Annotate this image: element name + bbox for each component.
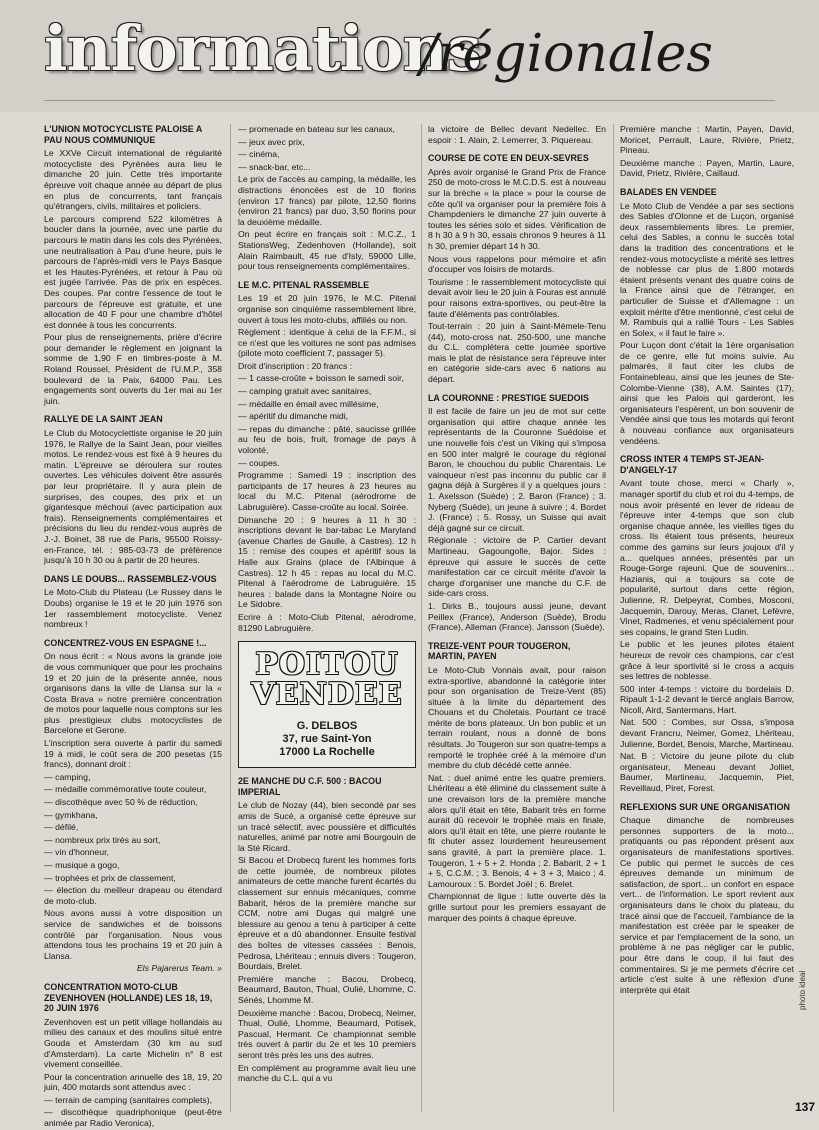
article-paragraph: Il est facile de faire un jeu de mot sur cette organisation qui attire chaque année les représentants de la Couronne Suédoise et une nouvelle fois c'est un Viking qui s'imposa en 500 inter malgré le courage du régional Baron, le chouchou du public Charentais. Le vainqueur n'est pas inconnu du public car il gagna déjà à Surgères il y a quelques jours : 1. Axelsson (Suède) ; 2. Baron (France) ; 3. Nyberg (Suède), un jeune à suivre ; 4. Bordet J. (France) ; 5. Rossy, un Suisse qui avait déjà gagné sur ce circuit. xyxy=(428,406,606,533)
article-heading: 2E MANCHE DU C.F. 500 : BACOU IMPERIAL xyxy=(238,776,382,797)
column-separator xyxy=(421,124,422,1112)
article-paragraph: — vin d'honneur, xyxy=(44,847,109,858)
page-header xyxy=(0,0,819,112)
article-signature: Els Pajarerus Team. » xyxy=(136,963,222,974)
article-paragraph: Le XXVe Circuit international de régularité motocycliste des Pyrénées aura lieu le dimanche 20 juin. Cette très importante épreuve voit chaque année au départ de plus en plus de concurrents, tant français qu'étrangers, civils, militaires et policiers. xyxy=(44,148,222,212)
article-paragraph: Le Moto Club de Vendée a par ses sections des Sables d'Olonne et de Luçon, organisé deux rassemblements libres. Le premier, celui des Sables, a connu le succès total dans la tradition des concentrations et le rendez-vous motocycliste a mérité ses lettres de noblesse car plus de 1.800 motards étaient présents venant des quatre coins de la France ainsi que de l'étranger, en particulier de Suisse et d'Allemagne : un exploit mérite d'être mentionné, c'est celui de M. Rambuis qui a rallié Tours - Les Sables en Solex, « il faut le faire ». xyxy=(620,200,794,338)
column-4 xyxy=(620,124,794,1112)
article-paragraph: Pour Luçon dont c'était la 1ère organisation de ce genre, elle fut moins suivie. Au palmarès, il faut citer les clubs de Fontainebleau, ainsi que les jeunes de Ste-Colombe-Vienne (38), A.M. Saintes (17), ainsi que les Palois qui garderont, les organisateurs l'espèrent, un bon souvenir de Vendée ainsi que tous les motards qui feront à nouveau confiance aux organisateurs vendéens. xyxy=(620,340,794,446)
poitou-vendee-logo: POITOU VENDEE xyxy=(251,647,403,713)
article-paragraph: — médaille commémorative toute couleur, xyxy=(44,784,207,795)
article-paragraph: Nat. : duel animé entre les quatre premiers. Lhériteau a été éliminé du classement suite à une crevaison lors de la première manche alors qu'il était en tête, Babarit très en forme aurait dû recevoir le trophée mais en finale, alors qu'il était en tête, une pierre roulante le fit chuter assez lourdement heureusement sans gravité, à part la première place. 1. Tougeron, 1 + 5 + 2. Honda ; 2. Babarit, 2 + 1 + 5, C.C.M. ; 3. Benois, 4 + 3 + 3, Maico ; 4. Lamouroux : 5. Bordet Joël ; 6. Brelet. xyxy=(428,772,606,889)
article-paragraph: — coupes. xyxy=(238,457,280,468)
article-heading: RALLYE DE LA SAINT JEAN xyxy=(44,414,163,425)
article-paragraph: — jeux avec prix, xyxy=(238,136,305,147)
article-paragraph: Le club de Nozay (44), bien secondé par ses amis de Sucé, a organisé cette épreuve sur un tracé sélectif, avec poussière et difficultés naturelles, animé par notre ami Bourgouin de la Sté Ricard. xyxy=(238,800,416,853)
article-heading: COURSE DE COTE EN DEUX-SEVRES xyxy=(428,153,589,164)
article-paragraph: Droit d'inscription : 20 francs : xyxy=(238,360,353,371)
article-heading: CONCENTREZ-VOUS EN ESPAGNE !... xyxy=(44,637,207,648)
correspondent-street: 37, rue Saint-Yon xyxy=(282,733,372,746)
article-heading: REFLEXIONS SUR UNE ORGANISATION xyxy=(620,801,790,812)
column-separator xyxy=(613,124,614,1112)
column-1 xyxy=(44,124,222,1129)
article-paragraph: Nous vous rappelons pour mémoire et afin d'occuper vos loisirs de motards. xyxy=(428,253,606,275)
article-paragraph: Dimanche 20 : 9 heures à 11 h 30 : inscriptions devant le bar-tabac Le Maryland (avenue Charles de Gaulle, à Castres). 12 h 15 : remise des coupes et apéritif sous la Halle aux Grains (place de l'Albinque à Castres). 12 h 45 : repas au local du M.C. Pitenal à l'aérodrome de Labruguière. 15 heures : balade dans la Montagne Noire ou Le Sidobre. xyxy=(238,514,416,610)
article-paragraph: — discothèque avec 50 % de réduction, xyxy=(44,797,198,808)
article-paragraph: Le Club du Motocyclettiste organise le 20 juin 1976, le Rallye de la Saint Jean, pour vieilles motos. Le rendez-vous est fixé à 9 heures du matin. L'épreuve se déroulera sur routes ouvertes. Les véhicules doivent être assurés par leur propriétaire. Il y aura plein de surprises, des coupes, des prix et un gigantesque méchoui (avec participation aux frais). Renseignements complémentaires et précisions du lieu du rendez-vous auprès de J.-J. Boinet, 38 rue de Paris, 95500 Roissy-en-France, tél. : 985-03-73 de préférence jusqu'à 10 h 30 ou à partir de 20 heures. xyxy=(44,428,222,566)
article-paragraph: — nombreux prix tirés au sort, xyxy=(44,834,161,845)
article-paragraph: — snack-bar, etc... xyxy=(238,161,311,172)
article-paragraph: Les 19 et 20 juin 1976, le M.C. Pitenal organise son cinquième rassemblement libre, ouvert à tous les moto-clubs, affiliés ou non. xyxy=(238,293,416,325)
article-paragraph: — 1 casse-croûte + boisson le samedi soir, xyxy=(238,373,404,384)
article-paragraph: Nat. B : Victoire du jeune pilote du club organisateur, Meneau devant Jolliet, Baumer, Martineau, Jacquemin, Piet, Reveillaud, Piret, Forest. xyxy=(620,751,794,794)
article-paragraph: — défilé, xyxy=(44,822,79,833)
column-2 xyxy=(238,124,416,1112)
article-paragraph: On nous écrit : « Nous avons la grande joie de vous communiquer que pour les prochains 19 et 20 juin de la présente année, nous organisons dans la ville de Llansa sur la « Costa Brava » notre première concentration de motos pour laquelle nous comptons sur les plus prestigieux clubs motocyclistes de Barcelone et Gerone. xyxy=(44,651,222,736)
article-paragraph: — musique a gogo, xyxy=(44,860,120,870)
article-paragraph: — discothèque quadriphonique (peut-être animée par Radio Veronica), xyxy=(44,1107,222,1129)
article-paragraph: la victoire de Bellec devant Nedellec. En espoir : 1. Alain, 2. Lemerrer, 3. Piquereau. xyxy=(428,124,606,145)
article-paragraph: Championnat de ligue : lutte ouverte dès la grille surtout pour les premiers essayant de marquer des points à chaque épreuve. xyxy=(428,891,606,923)
article-heading: CONCENTRATION MOTO-CLUB ZEVENHOVEN (HOLLANDE) LES 18, 19, 20 JUIN 1976 xyxy=(44,981,213,1014)
article-paragraph: — apéritif du dimanche midi, xyxy=(238,411,349,422)
section-subtitle: /régionales xyxy=(420,24,713,84)
article-paragraph: Ecrire à : Moto-Club Pitenal, aérodrome, 81290 Labruguière. xyxy=(238,611,416,633)
article-paragraph: On peut écrire en français soit : M.C.Z., 1 StationsWeg, Zedenhoven (Hollande), soit Alain Raimbault, 45 rue d'Isly, 59000 Lille, pour tous renseignements complémentaires. xyxy=(238,229,416,272)
poitou-vendee-box xyxy=(238,641,416,768)
correspondent-name: G. DELBOS xyxy=(296,720,358,733)
article-paragraph: — médaille en émail avec millésime, xyxy=(238,398,379,409)
section-title: informations xyxy=(44,12,481,85)
column-3 xyxy=(428,124,606,1112)
article-paragraph: Première manche : Bacou, Drobecq, Beaumard, Bauton, Thual, Oulié, Lhomme, C. Sénés, Lhomme M. xyxy=(238,973,416,1005)
article-paragraph: Programme : Samedi 19 : inscription des participants de 17 heures à 23 heures au local du M.C. Pitenal (aérodrome de Labruguière). Casse-croûte au local. Soirée. xyxy=(238,470,416,512)
article-paragraph: Si Bacou et Drobecq furent les hommes forts de cette journée, de nombreux pilotes animateurs de cette manche furent écartés du classement sur ennuis mécaniques, comme Babarit, héros de la première manche sur CCM, notre ami Dugas qui malgré une blessure au genou a tenu à participer à cette épreuve et a dû abandonner. Ensuite festival des boîtes de vitesses cassées : Benois, Pedrosa, Lhériteau ; ennuis divers : Tougeron, Bourdais, Brelet. xyxy=(238,855,416,972)
header-divider xyxy=(44,100,775,101)
article-paragraph: — terrain de camping (sanitaires complets), xyxy=(44,1094,213,1105)
article-paragraph: Zevenhoven est un petit village hollandais au milieu des canaux et des moulins situé entre Gouda et Amsterdam (30 km au sud d'Amsterdam). La carte Michelin n° 8 est vivement conseillée. xyxy=(44,1016,222,1070)
article-paragraph: — camping, xyxy=(44,771,91,782)
article-paragraph: Tourisme : le rassemblement motocycliste qui devait avoir lieu le 20 juin à Fouras est annulé pour raisons extra-sportives, ou peut-être la faute d'éléments pas contrôlables. xyxy=(428,276,606,319)
article-heading: CROSS INTER 4 TEMPS ST-JEAN-D'ANGELY-17 xyxy=(620,454,764,475)
article-paragraph: Régionale : victoire de P. Cartier devant Martineau, Gagoungolle, Bajor. Sides : épreuve qui assure le succès de cette manifestation car ce circuit mérite d'avoir la charge d'organiser une manche du C.F. de side-cars cross. xyxy=(428,535,606,599)
article-paragraph: Nat. 500 : Combes, sur Ossa, s'imposa devant Francru, Neimer, Gomez, Lhériteau, Julienne, Bordet, Benois, Marche, Martineau. xyxy=(620,717,794,749)
article-paragraph: Le Moto-Club du Plateau (Le Russey dans le Doubs) organise le 19 et le 20 juin 1976 son 1er rassemblement motocycliste. Venez nombreux ! xyxy=(44,587,222,630)
article-paragraph: L'inscription sera ouverte à partir du samedi 19 à midi, le coût sera de 200 pesetas (15 francs), donnant droit : xyxy=(44,738,222,770)
article-paragraph: — promenade en bateau sur les canaux, xyxy=(238,124,395,134)
article-heading: BALADES EN VENDEE xyxy=(620,186,717,197)
article-paragraph: Première manche : Martin, Payen, David, Moricet, Perrault, Laure, Rivière, Prietz, Pineau. xyxy=(620,124,794,156)
correspondent-city: 17000 La Rochelle xyxy=(279,746,375,759)
article-paragraph: Le prix de l'accès au camping, la médaille, les distractions énoncées est de 10 florins (environ 17 francs) par pilote, 12,50 florins (environ 21 francs) par duo, 3,50 florins pour la deuxième médaille. xyxy=(238,174,416,227)
article-paragraph: Le parcours comprend 522 kilomètres à boucler dans la journée, avec une partie du parcours le matin dans les cols des Pyrénées, une neutralisation à Pau d'une heure, puis le parcours de l'après-midi vers le Pays Basque et les Hautes-Pyrénées, et retour à Pau où est jugée l'arrivée. Pas de prix en espèces. Des coupes. Par contre l'essence de tout le parcours de l'épreuve est gratuite, et une allocation de 40 F pour une chambre d'hôtel est donnée à tous les concurrents. xyxy=(44,213,222,330)
article-paragraph: Le Moto-Club Vonnais avait, pour raison extra-sportive, abandonné la catégorie inter pour son organisation de Treize-Vent (85) située à la limite du département des Chouans et du Choletais. Pourtant ce tracé mérite de bons plateaux. Un bon public et un terrain roulant, nous a donné de bons résultats. Jo Tougeron sur son quatre-temps a remporté le trophée créé à la mémoire d'un membre du club décédé cette année. xyxy=(428,664,606,771)
article-paragraph: En complément au programme avait lieu une manche du C.L. qui a vu xyxy=(238,1062,416,1084)
photo-credit: photo ideal xyxy=(798,970,807,1010)
article-paragraph: — repas du dimanche : pâté, saucisse grillée au feu de bois, fruit, fromage de pays à volonté, xyxy=(238,423,416,456)
article-paragraph: Avant toute chose, merci « Charly », manager sportif du club et roi du 4-temps, de nous avoir présenté en lever de rideau de l'épreuve inter 4-temps que son club organise chaque année, les vieilles tiges du cross. Ils étaient tous présents, heureux comme des gamins sur leurs joujoux d'il y a... quelques années, présentés par un Rouge-Gorge rajeuni. Que de souvenirs... Hazianis, qui a toujours sa cote de popularité, surtout dans cette région, Julienne, R. Delpeyrat, Combes, Mosconi, Jacquemin, Darouy, Meras, Clanet, Lefèvre, Vinet, Radmenes, et venu spécialement pour ses copains, le grand Sten Ludin. xyxy=(620,478,794,637)
article-heading: TREIZE-VENT POUR TOUGERON, MARTIN, PAYEN xyxy=(428,640,571,662)
article-paragraph: — trophées et prix de classement, xyxy=(44,872,176,883)
article-paragraph: — camping gratuit avec sanitaires, xyxy=(238,386,372,397)
article-paragraph: Pour plus de renseignements, prière d'écrire pour demander le règlement en joignant la somme de 1,90 F en timbres-poste à M. Roland Roussel, Président de l'U.M.P., 358 boulevard de la Paix, 64000 Pau. Les engagements sont ouverts du 1er mai au 1er juin. xyxy=(44,332,222,406)
article-paragraph: 1. Dirks B., toujours aussi jeune, devant Peillex (France), Anderson (Suède), Brodu (France), Alleman (France). Jansson (Suède). xyxy=(428,600,606,633)
article-paragraph: Après avoir organisé le Grand Prix de France 250 de moto-cross le M.C.D.S. est à nouveau sur la brèche « la place » pour la course de côte qu'il va organiser pour la première fois à Champdeniers le dimanche 27 juin ouverte à toutes les séries solo et sides. Vérification de 8 h 30 à 9 h 30, essais chronos 9 heures à 11 h 30, premier départ 14 h 30. xyxy=(428,166,606,251)
article-paragraph: — élection du meilleur drapeau ou étendard de moto-club. xyxy=(44,885,222,906)
article-heading: DANS LE DOUBS... RASSEMBLEZ-VOUS xyxy=(44,573,217,584)
page-number: 137 xyxy=(795,1100,816,1114)
article-paragraph: Deuxième manche : Payen, Martin, Laure, David, Prietz, Rivière, Caillaud. xyxy=(620,157,794,179)
article-heading: LA COURONNE : PRESTIGE SUEDOIS xyxy=(428,392,589,403)
article-paragraph: Nous avons aussi à votre disposition un service de sandwiches et de boissons contrôlé par l'organisation. Nous vous attendons tous les prochains 19 et 20 juin à Llansa. xyxy=(44,908,222,961)
article-paragraph: Le public et les jeunes pilotes étaient heureux de revoir ces champions, car c'est grâce à leur sportivité si le cross a acquis ses lettres de noblesse. xyxy=(620,639,794,682)
article-heading: LE M.C. PITENAL RASSEMBLE xyxy=(238,279,369,290)
article-paragraph: Pour la concentration annuelle des 18, 19, 20 juin, 400 motards sont attendus avec : xyxy=(44,1071,222,1093)
column-separator xyxy=(230,124,231,1112)
article-heading: L'UNION MOTOCYCLISTE PALOISE A PAU NOUS COMMUNIQUE xyxy=(44,124,202,145)
article-paragraph: Chaque dimanche de nombreuses personnes supporters de la moto... pratiquants ou pas répondent présent aux organisateurs de manifestations sportives. Ce public qui permet le succès de ces épreuves demande un minimum de satisfaction, de sport... un confort en espace vert... de l'information. Le sport revient aux organisateurs dans le choix du plateau, du tracé ainsi que de l'accueil, l'ambiance de la manifestation est créée par le speaker de service et par l'emplacement de la sono, un problème à ne pas négliger car le public, pour être dans le coup, il lui faut des commentaires. Si je me permets d'écrire cet article c'est suite à une réflexion d'une interprète qui était xyxy=(620,815,794,995)
article-paragraph: — gymkhana, xyxy=(44,809,98,820)
article-paragraph: Deuxième manche : Bacou, Drobecq, Neimer, Thual, Oulié, Lhomme, Beaumard, Potisek, Pascual, Hermant. Ce championnat semble très ouvert à partir du 2e et les 10 premiers seront très près les uns des autres. xyxy=(238,1007,416,1060)
article-paragraph: 500 inter 4-temps : victoire du bordelais D. Ripault 1-1-2 devant le tiercé anglais Barrow, Nicoll, Aird, Santermans, Hart. xyxy=(620,683,794,715)
article-paragraph: Tout-terrain : 20 juin à Saint-Mémele-Tenu (44), moto-cross nat. 250-500, une manche du C.L. complétera cette journée sportive mais le plat de résistance sera l'épreuve inter en catégorie side-cars avec 6 nations au départ. xyxy=(428,321,606,385)
article-paragraph: Règlement : identique à celui de la F.F.M., si ce n'est que les voitures ne sont pas admises (pilote moto coefficient 7, passager 5). xyxy=(238,327,416,359)
article-paragraph: — cinéma, xyxy=(238,149,280,160)
